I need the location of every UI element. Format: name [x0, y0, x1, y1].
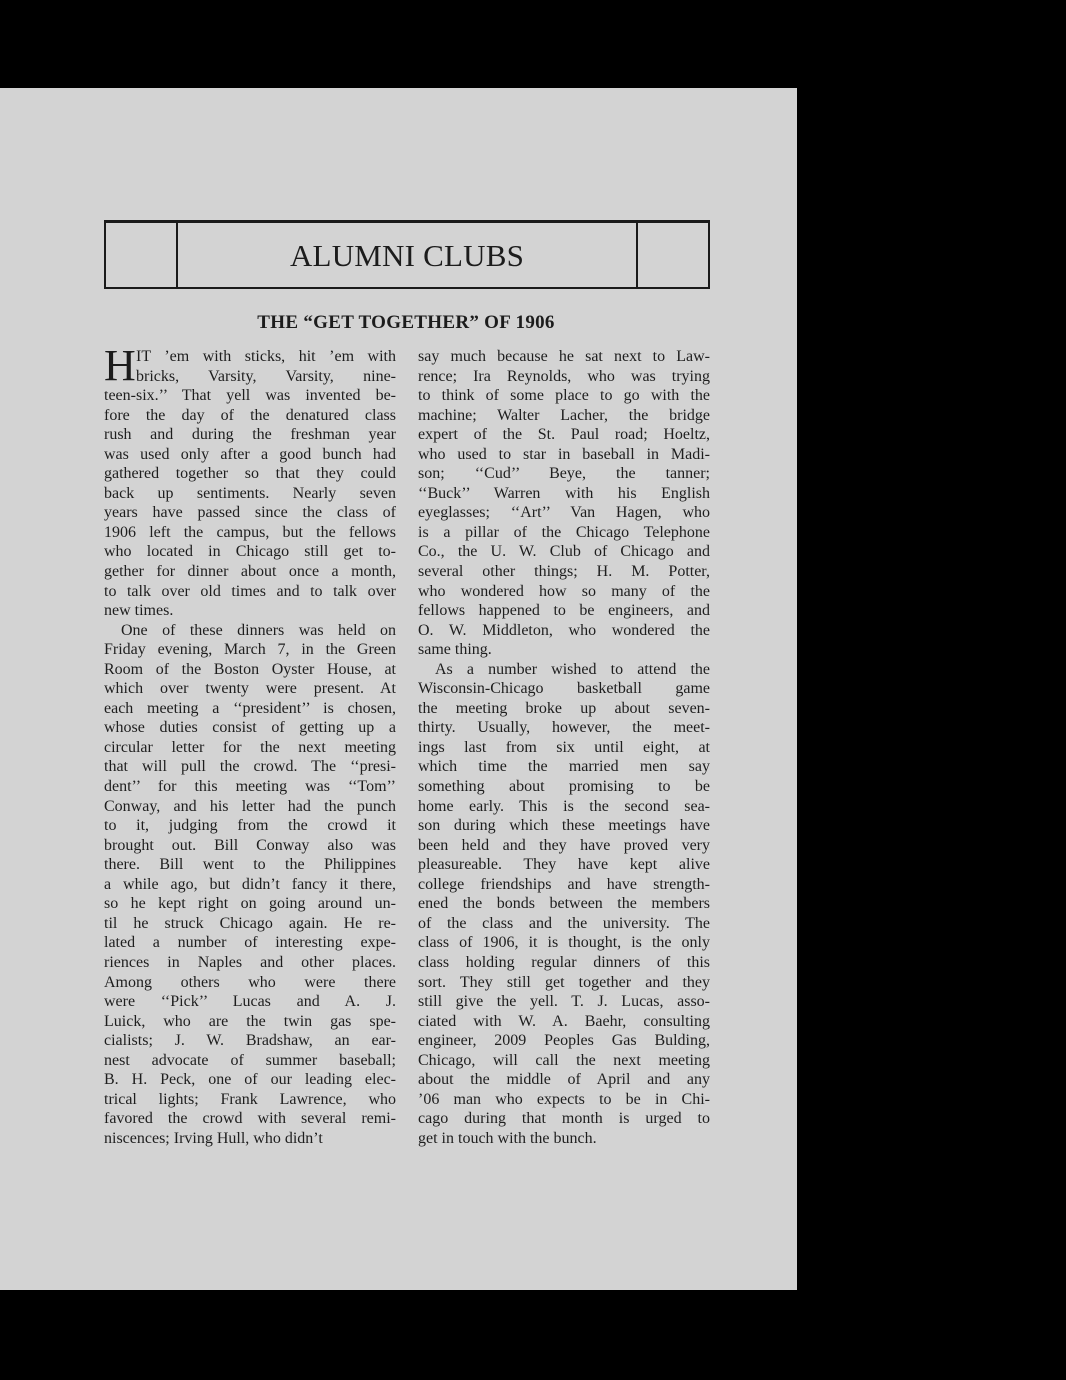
text-line: rence; Ira Reynolds, who was trying [418, 367, 710, 385]
text-line: As a number wished to attend the [435, 660, 710, 678]
text-line: so he kept right on going around un- [104, 895, 396, 913]
text-line: B. H. Peck, one of our leading elec- [104, 1071, 396, 1089]
text-line: ciated with W. A. Baehr, consulting [418, 1012, 710, 1030]
text-line: about the middle of April and any [418, 1071, 710, 1089]
text-line: there. Bill went to the Philippines [104, 856, 396, 874]
text-line: gether for dinner about once a month, [104, 563, 396, 581]
text-line: back up sentiments. Nearly seven [104, 484, 396, 502]
text-line: sort. They still get together and they [418, 973, 710, 991]
text-line: trical lights; Frank Lawrence, who [104, 1090, 396, 1108]
text-line: gathered together so that they could [104, 465, 396, 483]
text-line: get in touch with the bunch. [418, 1129, 597, 1147]
text-line: 1906 left the campus, but the fellows [104, 523, 396, 541]
text-line: cialists; J. W. Bradshaw, an ear- [104, 1032, 396, 1050]
text-line: Room of the Boston Oyster House, at [104, 660, 396, 678]
text-line: is a pillar of the Chicago Telephone [418, 523, 710, 541]
text-line: brought out. Bill Conway also was [104, 836, 396, 854]
text-line: that will pull the crowd. The ‘‘presi- [104, 758, 396, 776]
text-line: lated a number of interesting expe- [104, 934, 396, 952]
text-line: of the class and the university. The [418, 914, 710, 932]
article-title: THE “GET TOGETHER” OF 1906 [257, 312, 555, 333]
text-line: who wondered how so many of the [418, 582, 710, 600]
text-line: Co., the U. W. Club of Chicago and [418, 543, 710, 561]
text-line: riences in Naples and other places. [104, 953, 396, 971]
text-line: teen-six.’’ That yell was invented be- [104, 387, 396, 405]
text-line: Among others who were there [104, 973, 396, 991]
text-line: fore the day of the denatured class [104, 406, 396, 424]
text-line: whose duties consist of getting up a [104, 719, 396, 737]
text-line: One of these dinners was held on [121, 621, 396, 639]
text-line: engineer, 2009 Peoples Gas Bulding, [418, 1032, 710, 1050]
text-line: which time the married men say [418, 758, 710, 776]
text-line: cago during that month is urged to [418, 1110, 710, 1128]
text-line: circular letter for the next meeting [104, 738, 396, 756]
text-line: IT ’em with sticks, hit ’em with [136, 348, 396, 365]
text-line: were ‘‘Pick’’ Lucas and A. J. [104, 993, 396, 1011]
text-line: favored the crowd with several remi- [104, 1110, 396, 1128]
text-line: expert of the St. Paul road; Hoeltz, [418, 426, 710, 444]
text-line: nest advocate of summer baseball; [104, 1051, 396, 1069]
text-line: to it, judging from the crowd it [104, 817, 396, 835]
section-title: ALUMNI CLUBS [289, 238, 525, 273]
header-divider-right [636, 223, 638, 287]
text-line: fellows happened to be engineers, and [418, 602, 710, 620]
text-line: niscences; Irving Hull, who didn’t [104, 1129, 323, 1147]
text-line: ings last from six until eight, at [418, 738, 710, 756]
section-header-box [104, 220, 710, 289]
text-line: home early. This is the second sea- [418, 797, 710, 815]
text-line: class holding regular dinners of this [418, 953, 710, 971]
text-line: Conway, and his letter had the punch [104, 797, 396, 815]
text-line: Friday evening, March 7, in the Green [104, 641, 396, 659]
text-line: college friendships and have strength- [418, 875, 710, 893]
text-line: same thing. [418, 641, 492, 659]
text-line: O. W. Middleton, who wondered the [418, 621, 710, 639]
text-line: class of 1906, it is thought, is the only [418, 934, 710, 952]
text-line: ‘‘Buck’’ Warren with his English [418, 484, 710, 502]
text-line: machine; Walter Lacher, the bridge [418, 406, 710, 424]
text-line: say much because he sat next to Law- [418, 348, 710, 365]
text-line: thirty. Usually, however, the meet- [418, 719, 710, 737]
text-line: bricks, Varsity, Varsity, nine- [136, 367, 396, 385]
text-line: something about promising to be [418, 778, 710, 796]
text-line: son; ‘‘Cud’’ Beye, the tanner; [418, 465, 710, 483]
text-line: who located in Chicago still get to- [104, 543, 396, 561]
text-line: Wisconsin-Chicago basketball game [418, 680, 710, 698]
text-line: to talk over old times and to talk over [104, 582, 396, 600]
document-page [0, 88, 797, 1290]
text-line: Chicago, will call the next meeting [418, 1051, 710, 1069]
text-line: dent’’ for this meeting was ‘‘Tom’’ [104, 778, 396, 796]
text-line: pleasureable. They have kept alive [418, 856, 710, 874]
text-line: several other things; H. M. Potter, [418, 563, 710, 581]
text-line: years have passed since the class of [104, 504, 396, 522]
drop-cap: H [104, 341, 136, 390]
text-line: new times. [104, 602, 174, 620]
text-line: a while ago, but didn’t fancy it there, [104, 875, 396, 893]
text-line: ened the bonds between the members [418, 895, 710, 913]
text-line: ’06 man who expects to be in Chi- [418, 1090, 710, 1108]
article-left-column [104, 341, 396, 1148]
text-line: Luick, who are the twin gas spe- [104, 1012, 396, 1030]
text-line: who used to star in baseball in Madi- [418, 445, 710, 463]
text-line: rush and during the freshman year [104, 426, 396, 444]
text-line: til he struck Chicago again. He re- [104, 914, 396, 932]
text-line: which over twenty were present. At [104, 680, 396, 698]
text-line: the meeting broke up about seven- [418, 699, 710, 717]
text-line: still give the yell. T. J. Lucas, asso- [418, 993, 710, 1011]
text-line: to think of some place to go with the [418, 387, 710, 405]
text-line: son during which these meetings have [418, 817, 710, 835]
text-line: each meeting a ‘‘president’’ is chosen, [104, 699, 396, 717]
text-line: been held and they have proved very [418, 836, 710, 854]
article-right-column [418, 347, 710, 1148]
text-line: was used only after a good bunch had [104, 445, 396, 463]
text-line: eyeglasses; ‘‘Art’’ Van Hagen, who [418, 504, 710, 522]
